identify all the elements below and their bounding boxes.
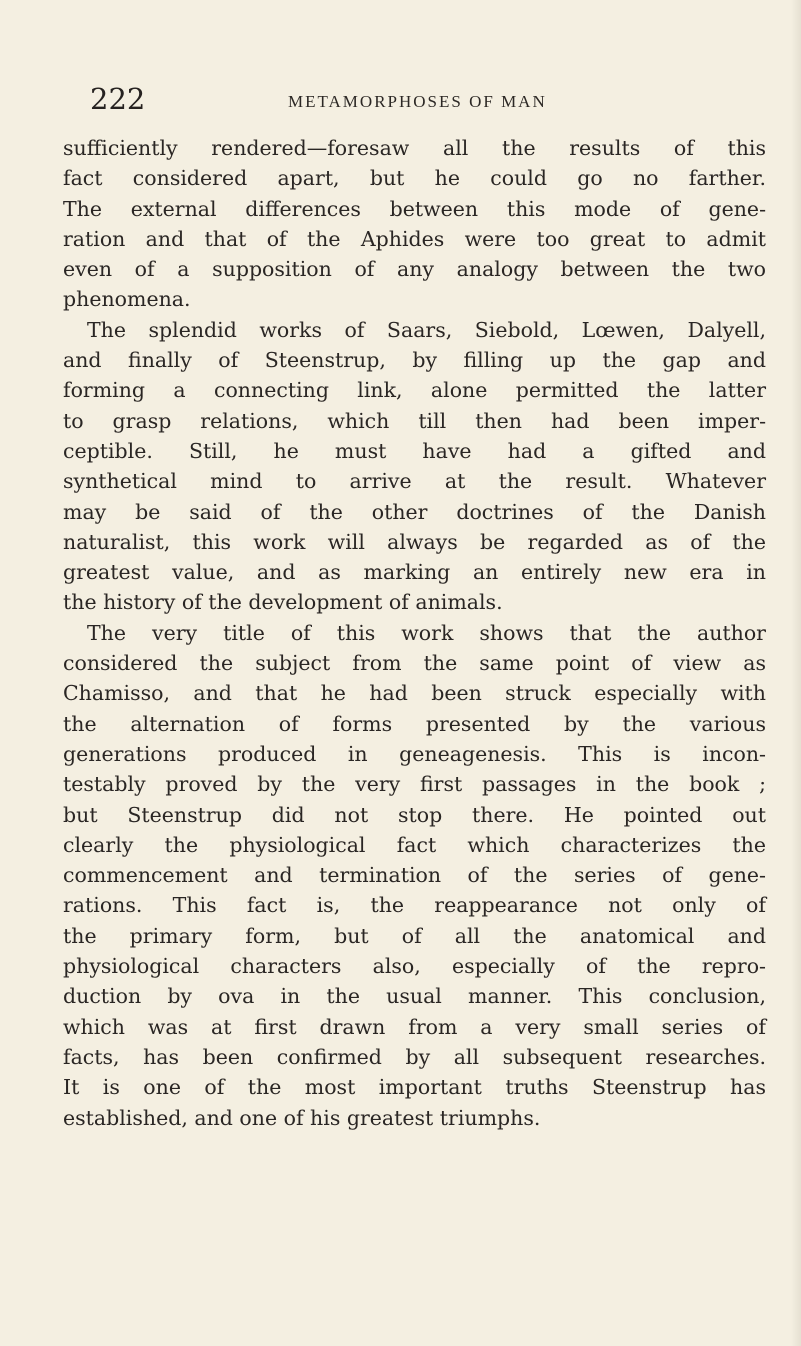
text-line: testably proved by the very first passages in the book ; — [63, 772, 766, 797]
text-line: The external differences between this mode of gene- — [63, 196, 766, 221]
text-line: naturalist, this work will always be regarded as of the — [63, 529, 766, 554]
body-text — [63, 133, 766, 1133]
text-line: commencement and termination of the series of gene- — [63, 863, 766, 888]
text-line: physiological characters also, especially of the repro- — [63, 954, 766, 979]
text-line: The splendid works of Saars, Siebold, Lœwen, Dalyell, — [87, 317, 766, 342]
text-line: Chamisso, and that he had been struck especially with — [63, 681, 766, 706]
text-line: generations produced in geneagenesis. This is incon- — [63, 741, 766, 766]
text-line: and finally of Steenstrup, by filling up the gap and — [63, 348, 766, 373]
running-head: METAMORPHOSES OF MAN — [288, 92, 547, 111]
text-line: even of a supposition of any analogy between the two — [63, 257, 766, 282]
text-line: the primary form, but of all the anatomical and — [63, 923, 766, 948]
page-number: 222 — [90, 82, 146, 116]
text-line: greatest value, and as marking an entirely new era in — [63, 560, 766, 585]
text-line: duction by ova in the usual manner. This conclusion, — [63, 984, 766, 1009]
text-line: established, and one of his greatest triumphs. — [63, 1105, 541, 1130]
text-line: ration and that of the Aphides were too great to admit — [63, 226, 766, 251]
text-line: the alternation of forms presented by the various — [63, 711, 766, 736]
text-line: clearly the physiological fact which characterizes the — [63, 832, 766, 857]
text-line: facts, has been confirmed by all subsequent researches. — [63, 1044, 766, 1069]
text-line: The very title of this work shows that the author — [87, 620, 766, 645]
text-line: synthetical mind to arrive at the result. Whatever — [63, 469, 766, 494]
text-line: phenomena. — [63, 287, 191, 312]
text-line: sufficiently rendered—foresaw all the results of this — [63, 136, 766, 160]
text-line: fact considered apart, but he could go no farther. — [63, 166, 766, 191]
text-line: to grasp relations, which till then had been imper- — [63, 408, 766, 433]
text-line: but Steenstrup did not stop there. He pointed out — [63, 802, 766, 827]
page-header — [90, 84, 740, 124]
text-line: forming a connecting link, alone permitted the latter — [63, 378, 766, 403]
text-line: considered the subject from the same point of view as — [63, 651, 766, 676]
text-line: the history of the development of animals. — [63, 590, 503, 615]
text-line: rations. This fact is, the reappearance not only of — [63, 893, 766, 918]
page-edge-shadow — [791, 0, 801, 1346]
text-line: ceptible. Still, he must have had a gifted and — [63, 438, 766, 463]
text-line: It is one of the most important truths Steenstrup has — [63, 1075, 766, 1100]
text-line: may be said of the other doctrines of the Danish — [63, 499, 766, 524]
text-line: which was at first drawn from a very small series of — [63, 1014, 766, 1039]
